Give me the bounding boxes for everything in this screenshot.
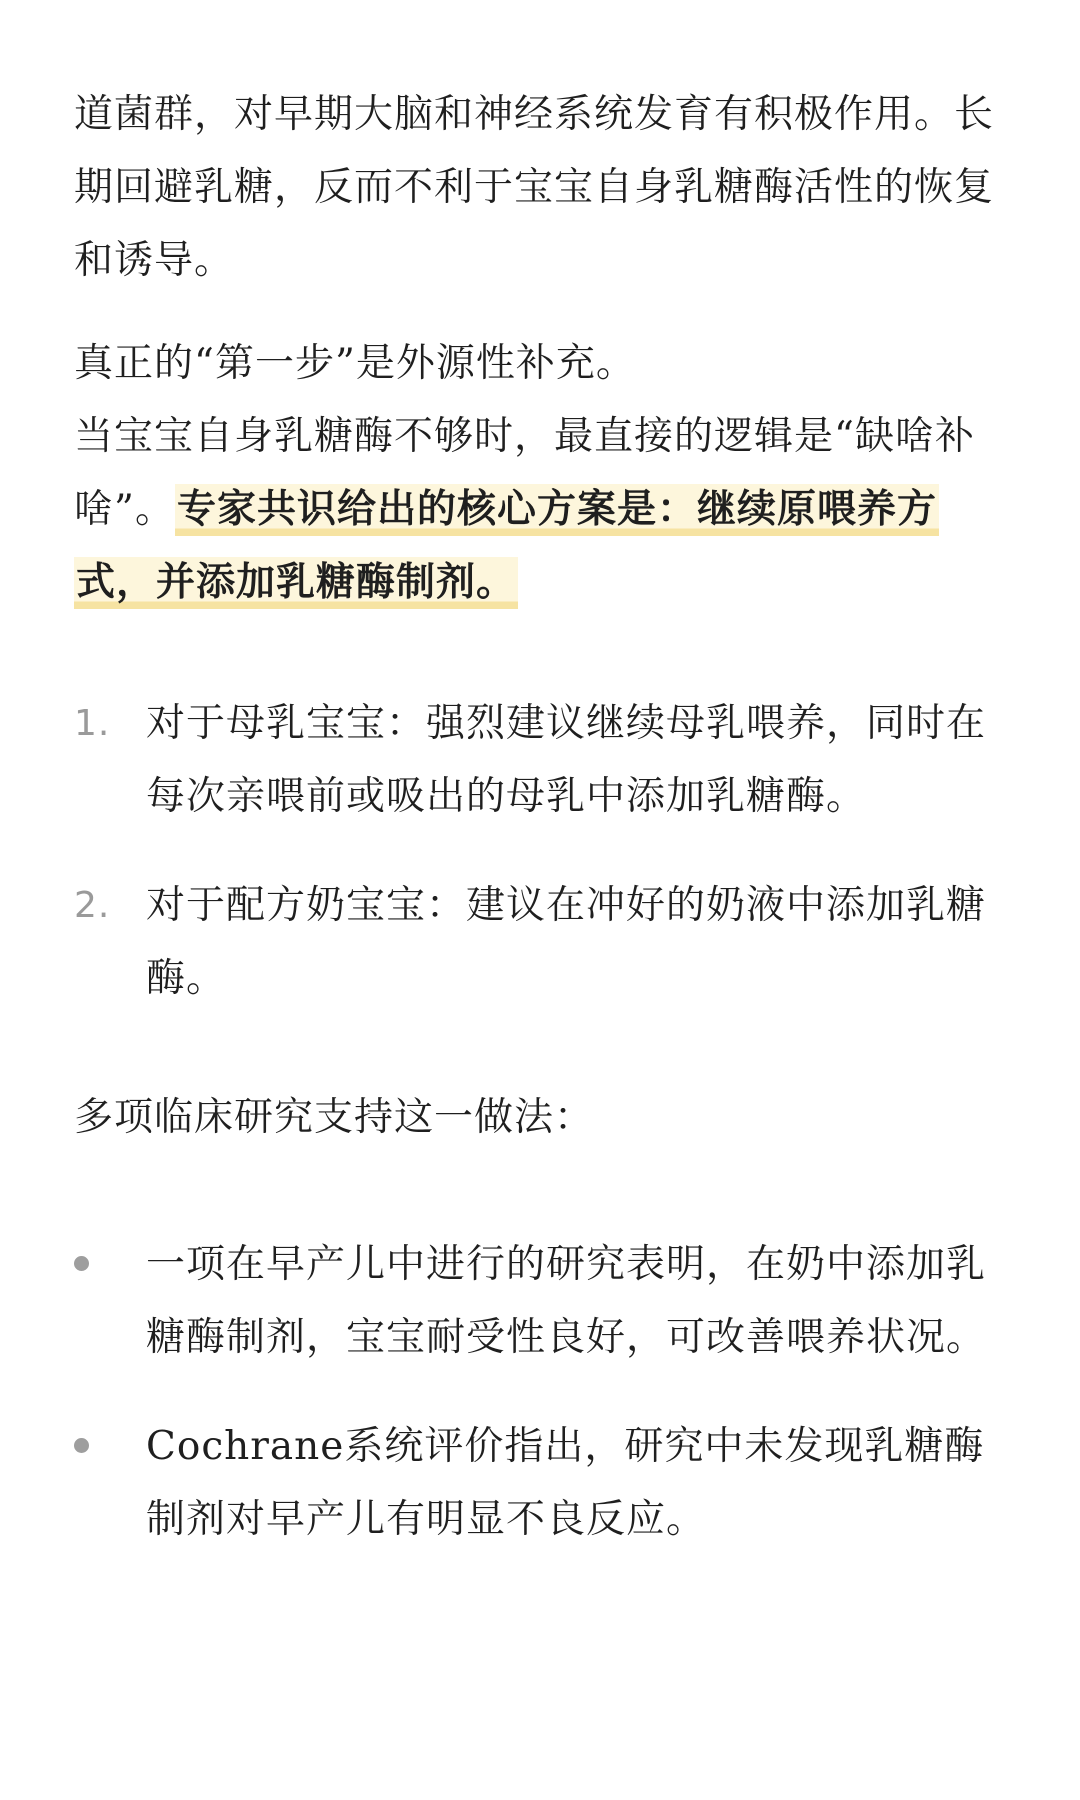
- list-number: 2.: [74, 885, 111, 926]
- list-item: [74, 869, 1008, 1015]
- clinical-studies-lead: 多项临床研究支持这一做法：: [74, 1095, 595, 1140]
- first-step-explanation: 当宝宝自身乳糖酶不够时，最直接的逻辑是“缺啥补啥”。: [74, 414, 975, 532]
- list-item-text: 一项在早产儿中进行的研究表明，在奶中添加乳糖酶制剂，宝宝耐受性良好，可改善喂养状况。: [146, 1242, 987, 1360]
- bullet-dot-icon: [74, 1256, 89, 1271]
- paragraph-first-step: [74, 327, 1008, 619]
- bullet-dot-icon: [74, 1438, 89, 1453]
- feeding-recommendations-list: [74, 687, 1008, 1015]
- list-number: 1.: [74, 703, 111, 744]
- list-item-text: 对于配方奶宝宝：建议在冲好的奶液中添加乳糖酶。: [146, 883, 987, 1001]
- paragraph-gut-flora: 道菌群，对早期大脑和神经系统发育有积极作用。长期回避乳糖，反而不利于宝宝自身乳糖酶活性的恢复和诱导。: [74, 92, 995, 283]
- clinical-evidence-list: [74, 1228, 1008, 1556]
- list-item: [74, 687, 1008, 833]
- list-item-text: Cochrane系统评价指出，研究中未发现乳糖酶制剂对早产儿有明显不良反应。: [146, 1424, 985, 1542]
- list-item: [74, 1410, 1008, 1556]
- list-item-text: 对于母乳宝宝：强烈建议继续母乳喂养，同时在每次亲喂前或吸出的母乳中添加乳糖酶。: [146, 701, 987, 819]
- list-item: [74, 1228, 1008, 1374]
- first-step-heading: 真正的“第一步”是外源性补充。: [74, 341, 636, 386]
- expert-consensus-highlight: 专家共识给出的核心方案是：继续原喂养方式，并添加乳糖酶制剂。: [74, 484, 939, 609]
